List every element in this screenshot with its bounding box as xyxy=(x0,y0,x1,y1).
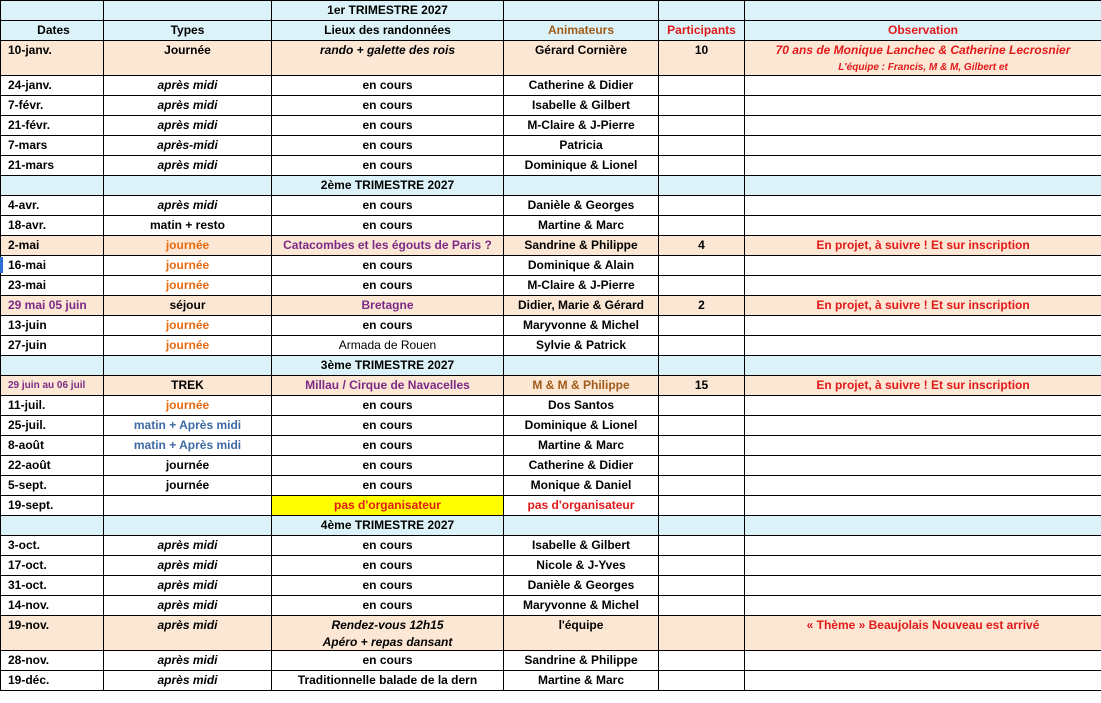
table-row xyxy=(1,496,1101,516)
leader-cell[interactable]: Dominique & Alain xyxy=(504,256,659,276)
date-cell[interactable]: 8-août xyxy=(1,436,104,456)
type-cell[interactable]: séjour xyxy=(104,296,272,316)
place-cell[interactable]: Millau / Cirque de Navacelles xyxy=(272,376,504,396)
empty-cell[interactable] xyxy=(745,176,1101,196)
participants-cell[interactable] xyxy=(659,216,745,236)
type-cell[interactable]: journée xyxy=(104,456,272,476)
leader-cell[interactable]: Didier, Marie & Gérard xyxy=(504,296,659,316)
place-line: Rendez-vous 12h15 xyxy=(331,618,444,632)
table-row xyxy=(1,256,1101,276)
table-row xyxy=(1,671,1101,691)
participants-cell[interactable] xyxy=(659,671,745,691)
table-row xyxy=(1,276,1101,296)
empty-cell[interactable] xyxy=(659,1,745,21)
participants-cell[interactable] xyxy=(659,336,745,356)
leader-cell[interactable]: Sylvie & Patrick xyxy=(504,336,659,356)
type-cell[interactable]: journée xyxy=(104,316,272,336)
column-header[interactable]: Participants xyxy=(659,21,745,41)
table-row xyxy=(1,556,1101,576)
leader-cell[interactable]: l'équipe xyxy=(504,616,659,651)
participants-cell[interactable] xyxy=(659,96,745,116)
empty-cell[interactable] xyxy=(504,516,659,536)
place-cell[interactable]: en cours xyxy=(272,436,504,456)
observation-cell[interactable] xyxy=(745,41,1101,76)
date-cell[interactable]: 31-oct. xyxy=(1,576,104,596)
type-cell[interactable]: après midi xyxy=(104,616,272,651)
section-title[interactable]: 4ème TRIMESTRE 2027 xyxy=(272,516,504,536)
type-cell[interactable]: après midi xyxy=(104,596,272,616)
table-row xyxy=(1,136,1101,156)
leader-cell[interactable]: Gérard Cornière xyxy=(504,41,659,76)
type-cell[interactable]: après midi xyxy=(104,116,272,136)
type-cell[interactable]: après midi xyxy=(104,651,272,671)
place-cell[interactable]: en cours xyxy=(272,396,504,416)
observation-cell[interactable] xyxy=(745,336,1101,356)
empty-cell[interactable] xyxy=(504,356,659,376)
date-cell[interactable]: 29 juin au 06 juil xyxy=(1,376,104,396)
table-row xyxy=(1,616,1101,651)
participants-cell[interactable] xyxy=(659,556,745,576)
empty-cell[interactable] xyxy=(745,1,1101,21)
observation-cell[interactable] xyxy=(745,651,1101,671)
table-row xyxy=(1,296,1101,316)
table-row xyxy=(1,376,1101,396)
date-cell[interactable]: 28-nov. xyxy=(1,651,104,671)
date-cell[interactable]: 27-juin xyxy=(1,336,104,356)
date-cell[interactable]: 21-mars xyxy=(1,156,104,176)
table-row xyxy=(1,536,1101,556)
date-cell[interactable]: 7-mars xyxy=(1,136,104,156)
observation-cell[interactable] xyxy=(745,96,1101,116)
observation-cell[interactable] xyxy=(745,316,1101,336)
date-cell[interactable]: 19-nov. xyxy=(1,616,104,651)
section-title[interactable]: 2ème TRIMESTRE 2027 xyxy=(272,176,504,196)
section-row xyxy=(1,1,1101,21)
participants-cell[interactable] xyxy=(659,536,745,556)
date-cell[interactable]: 14-nov. xyxy=(1,596,104,616)
empty-cell[interactable] xyxy=(1,516,104,536)
place-cell[interactable]: en cours xyxy=(272,316,504,336)
date-cell[interactable]: 16-mai xyxy=(1,256,104,276)
empty-cell[interactable] xyxy=(1,1,104,21)
place-cell[interactable]: pas d'organisateur xyxy=(272,496,504,516)
leader-cell[interactable]: Danièle & Georges xyxy=(504,196,659,216)
place-cell[interactable]: en cours xyxy=(272,651,504,671)
observation-cell[interactable] xyxy=(745,456,1101,476)
table-row xyxy=(1,156,1101,176)
place-cell[interactable]: en cours xyxy=(272,116,504,136)
participants-cell[interactable]: 10 xyxy=(659,41,745,76)
leader-cell[interactable]: Dominique & Lionel xyxy=(504,416,659,436)
type-cell[interactable]: après midi xyxy=(104,671,272,691)
place-cell[interactable]: en cours xyxy=(272,156,504,176)
place-cell[interactable]: en cours xyxy=(272,196,504,216)
participants-cell[interactable] xyxy=(659,116,745,136)
table-row xyxy=(1,596,1101,616)
table-row xyxy=(1,316,1101,336)
participants-cell[interactable] xyxy=(659,476,745,496)
place-line: Apéro + repas dansant xyxy=(322,635,453,649)
observation-cell[interactable]: En projet, à suivre ! Et sur inscription xyxy=(745,296,1101,316)
leader-cell[interactable]: Catherine & Didier xyxy=(504,456,659,476)
place-cell[interactable]: en cours xyxy=(272,76,504,96)
leader-cell[interactable]: Maryvonne & Michel xyxy=(504,596,659,616)
participants-cell[interactable] xyxy=(659,136,745,156)
leader-cell[interactable]: pas d'organisateur xyxy=(504,496,659,516)
place-cell[interactable]: en cours xyxy=(272,556,504,576)
participants-cell[interactable]: 15 xyxy=(659,376,745,396)
participants-cell[interactable] xyxy=(659,651,745,671)
table-row xyxy=(1,396,1101,416)
type-cell[interactable]: journée xyxy=(104,336,272,356)
table-row xyxy=(1,651,1101,671)
leader-cell[interactable]: Dos Santos xyxy=(504,396,659,416)
table-row xyxy=(1,41,1101,76)
participants-cell[interactable] xyxy=(659,76,745,96)
leader-cell[interactable]: Martine & Marc xyxy=(504,671,659,691)
observation-cell[interactable] xyxy=(745,496,1101,516)
leader-cell[interactable]: Isabelle & Gilbert xyxy=(504,536,659,556)
type-cell[interactable]: après midi xyxy=(104,156,272,176)
observation-cell[interactable]: En projet, à suivre ! Et sur inscription xyxy=(745,236,1101,256)
leader-cell[interactable]: M-Claire & J-Pierre xyxy=(504,276,659,296)
type-cell[interactable]: après midi xyxy=(104,576,272,596)
date-cell[interactable]: 24-janv. xyxy=(1,76,104,96)
observation-cell[interactable] xyxy=(745,396,1101,416)
section-title[interactable]: 1er TRIMESTRE 2027 xyxy=(272,1,504,21)
empty-cell[interactable] xyxy=(504,1,659,21)
date-cell[interactable]: 17-oct. xyxy=(1,556,104,576)
column-header[interactable]: Animateurs xyxy=(504,21,659,41)
leader-cell[interactable]: Martine & Marc xyxy=(504,436,659,456)
empty-cell[interactable] xyxy=(104,1,272,21)
participants-cell[interactable] xyxy=(659,276,745,296)
empty-cell[interactable] xyxy=(659,176,745,196)
observation-cell[interactable] xyxy=(745,576,1101,596)
section-row xyxy=(1,356,1101,376)
participants-cell[interactable] xyxy=(659,456,745,476)
empty-cell[interactable] xyxy=(745,516,1101,536)
table-row xyxy=(1,456,1101,476)
observation-cell[interactable] xyxy=(745,436,1101,456)
table-row xyxy=(1,196,1101,216)
date-cell[interactable]: 18-avr. xyxy=(1,216,104,236)
leader-cell[interactable]: Danièle & Georges xyxy=(504,576,659,596)
observation-cell[interactable] xyxy=(745,116,1101,136)
empty-cell[interactable] xyxy=(1,176,104,196)
participants-cell[interactable] xyxy=(659,576,745,596)
observation-cell[interactable] xyxy=(745,416,1101,436)
observation-cell[interactable] xyxy=(745,276,1101,296)
date-cell[interactable]: 25-juil. xyxy=(1,416,104,436)
date-cell[interactable]: 10-janv. xyxy=(1,41,104,76)
leader-cell[interactable]: Sandrine & Philippe xyxy=(504,651,659,671)
type-cell[interactable]: journée xyxy=(104,476,272,496)
place-cell[interactable]: en cours xyxy=(272,596,504,616)
empty-cell[interactable] xyxy=(659,356,745,376)
participants-cell[interactable] xyxy=(659,396,745,416)
date-cell[interactable]: 2-mai xyxy=(1,236,104,256)
place-cell[interactable]: en cours xyxy=(272,216,504,236)
date-cell[interactable]: 21-févr. xyxy=(1,116,104,136)
type-cell[interactable]: après midi xyxy=(104,196,272,216)
observation-cell[interactable]: « Thème » Beaujolais Nouveau est arrivé xyxy=(745,616,1101,651)
empty-cell[interactable] xyxy=(504,176,659,196)
date-cell[interactable]: 19-déc. xyxy=(1,671,104,691)
observation-cell[interactable] xyxy=(745,596,1101,616)
leader-cell[interactable]: Sandrine & Philippe xyxy=(504,236,659,256)
observation-cell[interactable] xyxy=(745,476,1101,496)
type-cell[interactable] xyxy=(104,496,272,516)
table-row xyxy=(1,216,1101,236)
table-row xyxy=(1,336,1101,356)
type-cell[interactable]: matin + Après midi xyxy=(104,436,272,456)
date-cell[interactable]: 11-juil. xyxy=(1,396,104,416)
participants-cell[interactable] xyxy=(659,316,745,336)
observation-cell[interactable] xyxy=(745,156,1101,176)
observation-line: L'équipe : Francis, M & M, Gilbert et xyxy=(838,62,1008,73)
empty-cell[interactable] xyxy=(745,356,1101,376)
leader-cell[interactable]: Dominique & Lionel xyxy=(504,156,659,176)
table-row xyxy=(1,76,1101,96)
leader-cell[interactable]: Isabelle & Gilbert xyxy=(504,96,659,116)
empty-cell[interactable] xyxy=(104,516,272,536)
participants-cell[interactable] xyxy=(659,196,745,216)
empty-cell[interactable] xyxy=(104,176,272,196)
place-cell[interactable]: en cours xyxy=(272,476,504,496)
spreadsheet-body xyxy=(1,1,1101,691)
participants-cell[interactable] xyxy=(659,156,745,176)
type-cell[interactable]: journée xyxy=(104,276,272,296)
type-cell[interactable]: Journée xyxy=(104,41,272,76)
participants-cell[interactable] xyxy=(659,416,745,436)
place-cell[interactable]: en cours xyxy=(272,276,504,296)
row-selection-marker xyxy=(0,257,3,273)
date-cell[interactable]: 29 mai 05 juin xyxy=(1,296,104,316)
type-cell[interactable]: TREK xyxy=(104,376,272,396)
leader-cell[interactable]: Martine & Marc xyxy=(504,216,659,236)
type-cell[interactable]: matin + resto xyxy=(104,216,272,236)
empty-cell[interactable] xyxy=(659,516,745,536)
type-cell[interactable]: après midi xyxy=(104,536,272,556)
leader-cell[interactable]: Maryvonne & Michel xyxy=(504,316,659,336)
observation-cell[interactable] xyxy=(745,536,1101,556)
observation-cell[interactable] xyxy=(745,216,1101,236)
type-cell[interactable]: journée xyxy=(104,396,272,416)
date-cell[interactable]: 22-août xyxy=(1,456,104,476)
type-cell[interactable]: journée xyxy=(104,236,272,256)
column-header[interactable]: Lieux des randonnées xyxy=(272,21,504,41)
date-cell[interactable]: 23-mai xyxy=(1,276,104,296)
type-cell[interactable]: après-midi xyxy=(104,136,272,156)
empty-cell[interactable] xyxy=(1,356,104,376)
place-cell[interactable]: en cours xyxy=(272,416,504,436)
table-row xyxy=(1,476,1101,496)
participants-cell[interactable] xyxy=(659,496,745,516)
participants-cell[interactable] xyxy=(659,596,745,616)
place-cell[interactable]: Bretagne xyxy=(272,296,504,316)
observation-line: 70 ans de Monique Lanchec & Catherine Lecrosnier xyxy=(775,43,1071,57)
table-row xyxy=(1,576,1101,596)
column-header[interactable]: Types xyxy=(104,21,272,41)
type-cell[interactable]: après midi xyxy=(104,96,272,116)
place-cell[interactable]: en cours xyxy=(272,96,504,116)
table-row xyxy=(1,96,1101,116)
leader-cell[interactable]: M-Claire & J-Pierre xyxy=(504,116,659,136)
participants-cell[interactable] xyxy=(659,436,745,456)
header-row xyxy=(1,21,1101,41)
leader-cell[interactable]: Nicole & J-Yves xyxy=(504,556,659,576)
place-cell[interactable]: Traditionnelle balade de la dern xyxy=(272,671,504,691)
table-row xyxy=(1,116,1101,136)
date-cell[interactable]: 19-sept. xyxy=(1,496,104,516)
leader-cell[interactable]: Patricia xyxy=(504,136,659,156)
section-row xyxy=(1,516,1101,536)
observation-cell[interactable] xyxy=(745,76,1101,96)
participants-cell[interactable] xyxy=(659,616,745,651)
place-cell[interactable]: en cours xyxy=(272,136,504,156)
observation-cell[interactable] xyxy=(745,556,1101,576)
type-cell[interactable]: journée xyxy=(104,256,272,276)
observation-cell[interactable]: En projet, à suivre ! Et sur inscription xyxy=(745,376,1101,396)
place-cell[interactable] xyxy=(272,616,504,651)
leader-cell[interactable]: Monique & Daniel xyxy=(504,476,659,496)
participants-cell[interactable] xyxy=(659,256,745,276)
column-header[interactable]: Observation xyxy=(745,21,1101,41)
place-cell[interactable]: en cours xyxy=(272,536,504,556)
date-cell[interactable]: 5-sept. xyxy=(1,476,104,496)
observation-cell[interactable] xyxy=(745,196,1101,216)
section-title[interactable]: 3ème TRIMESTRE 2027 xyxy=(272,356,504,376)
observation-cell[interactable] xyxy=(745,256,1101,276)
table-row xyxy=(1,436,1101,456)
date-cell[interactable]: 4-avr. xyxy=(1,196,104,216)
type-cell[interactable]: matin + Après midi xyxy=(104,416,272,436)
table-row xyxy=(1,416,1101,436)
observation-cell[interactable] xyxy=(745,671,1101,691)
column-header[interactable]: Dates xyxy=(1,21,104,41)
observation-cell[interactable] xyxy=(745,136,1101,156)
place-cell[interactable]: en cours xyxy=(272,456,504,476)
participants-cell[interactable]: 4 xyxy=(659,236,745,256)
place-cell[interactable]: en cours xyxy=(272,256,504,276)
leader-cell[interactable]: Catherine & Didier xyxy=(504,76,659,96)
type-cell[interactable]: après midi xyxy=(104,76,272,96)
place-cell[interactable]: Catacombes et les égouts de Paris ? xyxy=(272,236,504,256)
date-cell[interactable]: 13-juin xyxy=(1,316,104,336)
leader-cell[interactable]: M & M & Philippe xyxy=(504,376,659,396)
date-cell[interactable]: 3-oct. xyxy=(1,536,104,556)
table-row xyxy=(1,236,1101,256)
date-cell[interactable]: 7-févr. xyxy=(1,96,104,116)
section-row xyxy=(1,176,1101,196)
place-cell[interactable]: rando + galette des rois xyxy=(272,41,504,76)
place-cell[interactable]: Armada de Rouen xyxy=(272,336,504,356)
place-cell[interactable]: en cours xyxy=(272,576,504,596)
empty-cell[interactable] xyxy=(104,356,272,376)
type-cell[interactable]: après midi xyxy=(104,556,272,576)
participants-cell[interactable]: 2 xyxy=(659,296,745,316)
